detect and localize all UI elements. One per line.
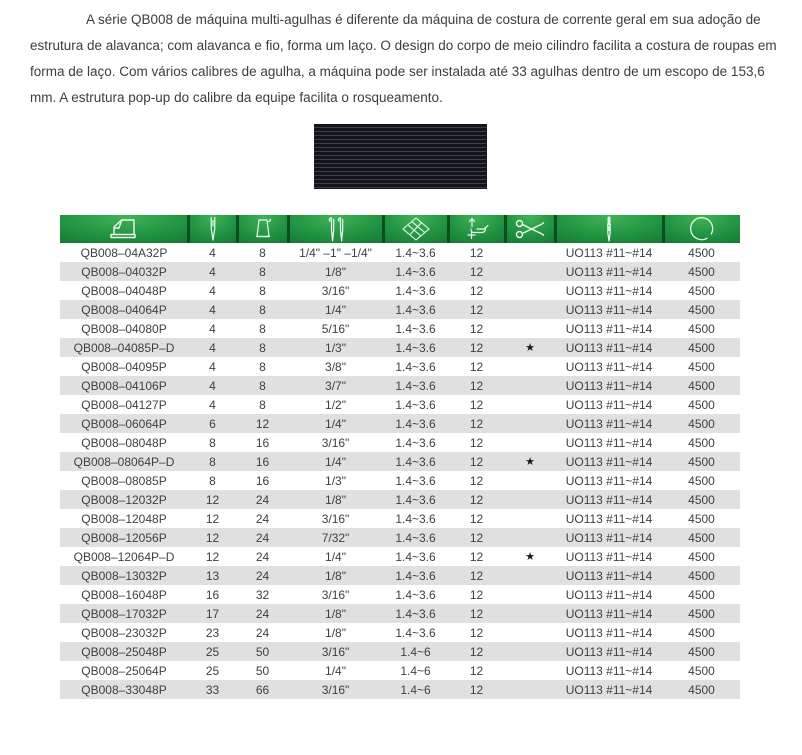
cell-stitch-length: 1.4~6 — [400, 663, 431, 678]
cell-threads: 50 — [237, 642, 288, 661]
cell-stitch-length: 1.4~3.6 — [395, 473, 436, 488]
cell-stitch-length: 1.4~3.6 — [383, 338, 448, 357]
cell-thread-trimmer — [505, 395, 555, 414]
cell-thread-trimmer — [505, 604, 555, 623]
cell-needles: 13 — [188, 566, 237, 585]
header-presser-foot — [448, 215, 505, 243]
cell-model: QB008–04095P — [81, 359, 167, 374]
cell-stitch-length: 1.4~3.6 — [383, 604, 448, 623]
cell-stitch-length: 1.4~3.6 — [383, 528, 448, 547]
cell-max-speed: 4500 — [688, 245, 715, 260]
cell-thread-trimmer — [505, 414, 555, 433]
cell-needle-gauge: 3/16" — [321, 435, 350, 450]
cell-max-speed: 4500 — [663, 262, 740, 281]
spec-table-body — [60, 243, 740, 699]
cell-stitch-length: 1.4~3.6 — [383, 566, 448, 585]
cell-model: QB008–04048P — [81, 283, 167, 298]
cell-needle-gauge: 1/4" –1" –1/4" — [299, 245, 372, 260]
table-row — [60, 262, 740, 281]
scissors-icon — [507, 217, 554, 241]
cell-presser-foot: 12 — [448, 528, 505, 547]
cell-needles: 4 — [209, 397, 216, 412]
table-row — [60, 680, 740, 699]
table-row — [60, 395, 740, 414]
cell-presser-foot: 12 — [448, 300, 505, 319]
cell-presser-foot: 12 — [469, 473, 484, 488]
cell-needle-system: UO113 #11~#14 — [565, 397, 653, 412]
cell-needles: 4 — [188, 338, 237, 357]
cell-model: QB008–17032P — [60, 604, 188, 623]
cell-needle-system: UO113 #11~#14 — [565, 245, 653, 260]
cell-threads: 8 — [259, 245, 266, 260]
cell-stitch-length: 1.4~3.6 — [383, 490, 448, 509]
cell-threads: 24 — [237, 604, 288, 623]
cell-stitch-length: 1.4~3.6 — [395, 511, 436, 526]
cell-presser-foot: 12 — [469, 511, 484, 526]
cell-needle-system: UO113 #11~#14 — [565, 435, 653, 450]
cell-presser-foot: 12 — [469, 549, 484, 564]
cell-needle-gauge: 1/8" — [288, 262, 383, 281]
cell-threads: 66 — [237, 680, 288, 699]
cell-max-speed: 4500 — [688, 359, 715, 374]
cell-max-speed: 4500 — [663, 300, 740, 319]
table-row — [60, 300, 740, 319]
cell-thread-trimmer — [505, 376, 555, 395]
table-row — [60, 547, 740, 566]
cell-needle-gauge: 1/4" — [325, 663, 346, 678]
cell-presser-foot: 12 — [469, 587, 484, 602]
cell-stitch-length: 1.4~6 — [383, 642, 448, 661]
cell-thread-trimmer: ★ — [505, 452, 555, 471]
cell-threads: 24 — [255, 549, 270, 564]
table-row — [60, 281, 740, 300]
cell-stitch-length: 1.4~3.6 — [395, 245, 436, 260]
cell-needle-gauge: 1/3" — [325, 473, 346, 488]
cell-needles: 4 — [209, 245, 216, 260]
header-scissors — [505, 215, 555, 243]
cell-max-speed: 4500 — [688, 587, 715, 602]
cell-thread-trimmer — [505, 319, 555, 338]
cell-threads: 8 — [259, 359, 266, 374]
cell-thread-trimmer — [505, 566, 555, 585]
table-row — [60, 243, 740, 262]
table-row — [60, 528, 740, 547]
table-row — [60, 471, 740, 490]
cell-needle-system: UO113 #11~#14 — [555, 528, 663, 547]
cell-thread-trimmer — [505, 433, 555, 452]
header-thread-cone — [237, 215, 288, 243]
cell-needle-gauge: 3/16" — [321, 511, 350, 526]
cell-needle-gauge: 1/8" — [288, 604, 383, 623]
cell-model: QB008–04064P — [60, 300, 188, 319]
cell-presser-foot: 12 — [448, 490, 505, 509]
twin-needles-icon — [290, 216, 382, 243]
cell-needle-gauge: 1/3" — [288, 338, 383, 357]
cell-thread-trimmer — [505, 300, 555, 319]
cell-needle-system: UO113 #11~#14 — [555, 376, 663, 395]
cell-needle-gauge: 1/4" — [288, 414, 383, 433]
table-row — [60, 319, 740, 338]
table-row — [60, 661, 740, 680]
cell-needle-gauge: 3/7" — [288, 376, 383, 395]
cell-presser-foot: 12 — [469, 625, 484, 640]
cell-presser-foot: 12 — [448, 338, 505, 357]
cell-model: QB008–23032P — [81, 625, 167, 640]
cell-needle-system: UO113 #11~#14 — [565, 283, 653, 298]
cell-max-speed: 4500 — [663, 680, 740, 699]
cell-needle-system: UO113 #11~#14 — [565, 473, 653, 488]
cell-thread-trimmer — [505, 281, 555, 300]
intro-line: forma de laço. Com vários calibres de agulha, a máquina pode ser instalada até 33 agulhas dentro de um escopo de 153,6 — [30, 64, 765, 79]
cell-needles: 12 — [188, 490, 237, 509]
cell-model: QB008–08048P — [81, 435, 167, 450]
cell-max-speed: 4500 — [663, 604, 740, 623]
table-row — [60, 566, 740, 585]
table-row — [60, 338, 740, 357]
cell-model: QB008–04032P — [60, 262, 188, 281]
cell-threads: 8 — [237, 300, 288, 319]
cell-needle-system: UO113 #11~#14 — [565, 511, 653, 526]
cell-model: QB008–04085P–D — [60, 338, 188, 357]
cell-needle-gauge: 1/4" — [325, 549, 346, 564]
cell-needle-gauge: 7/32" — [288, 528, 383, 547]
cell-needle-system: UO113 #11~#14 — [555, 490, 663, 509]
intro-line: A série QB008 de máquina multi-agulhas é diferente da máquina de costura de corrente geral em sua adoção de — [86, 12, 761, 27]
cell-stitch-length: 1.4~3.6 — [395, 321, 436, 336]
cell-needles: 16 — [205, 587, 220, 602]
intro-line: mm. A estrutura pop-up do calibre da equipe facilita o rosqueamento. — [30, 90, 443, 105]
cell-presser-foot: 12 — [469, 283, 484, 298]
cell-needles: 6 — [188, 414, 237, 433]
cell-needle-system: UO113 #11~#14 — [555, 262, 663, 281]
cell-needle-system: UO113 #11~#14 — [555, 338, 663, 357]
cell-model: QB008–12064P–D — [73, 549, 175, 564]
cell-needle-system: UO113 #11~#14 — [565, 321, 653, 336]
cell-needles: 4 — [209, 359, 216, 374]
cell-threads: 32 — [255, 587, 270, 602]
cell-needle-system: UO113 #11~#14 — [565, 549, 653, 564]
cell-threads: 8 — [259, 397, 266, 412]
cell-stitch-length: 1.4~3.6 — [395, 587, 436, 602]
cell-needles: 4 — [188, 376, 237, 395]
table-row — [60, 490, 740, 509]
cell-presser-foot: 12 — [448, 452, 505, 471]
cell-presser-foot: 12 — [448, 604, 505, 623]
cell-max-speed: 4500 — [688, 397, 715, 412]
cell-needles: 4 — [209, 321, 216, 336]
cell-needle-gauge: 1/8" — [288, 490, 383, 509]
header-needle — [188, 215, 237, 243]
cell-stitch-length: 1.4~3.6 — [395, 625, 436, 640]
cell-max-speed: 4500 — [688, 663, 715, 678]
cell-presser-foot: 12 — [448, 642, 505, 661]
cell-threads: 16 — [255, 473, 270, 488]
cell-needle-system: UO113 #11~#14 — [555, 566, 663, 585]
intro-paragraph — [30, 7, 777, 111]
cell-threads: 8 — [259, 321, 266, 336]
table-row — [60, 414, 740, 433]
cell-needles: 25 — [188, 642, 237, 661]
header-speed-dial — [663, 215, 740, 243]
cell-presser-foot: 12 — [448, 262, 505, 281]
cell-threads: 12 — [237, 414, 288, 433]
cell-needle-system: UO113 #11~#14 — [565, 663, 653, 678]
cell-needle-system: UO113 #11~#14 — [555, 642, 663, 661]
cell-presser-foot: 12 — [448, 566, 505, 585]
cell-max-speed: 4500 — [688, 511, 715, 526]
cell-model: QB008–12032P — [60, 490, 188, 509]
cell-needle-system: UO113 #11~#14 — [565, 625, 653, 640]
cell-needle-gauge: 3/16" — [321, 283, 350, 298]
cell-needles: 25 — [205, 663, 220, 678]
cell-threads: 50 — [255, 663, 270, 678]
cell-needle-system: UO113 #11~#14 — [555, 680, 663, 699]
cell-model: QB008–12048P — [81, 511, 167, 526]
cell-presser-foot: 12 — [448, 680, 505, 699]
header-stitched-fabric — [383, 215, 448, 243]
cell-needles: 8 — [209, 435, 216, 450]
cell-presser-foot: 12 — [448, 376, 505, 395]
cell-needles: 8 — [209, 473, 216, 488]
cell-stitch-length: 1.4~6 — [383, 680, 448, 699]
cell-stitch-length: 1.4~3.6 — [395, 549, 436, 564]
cell-model: QB008–06064P — [60, 414, 188, 433]
cell-model: QB008–04080P — [81, 321, 167, 336]
cell-threads: 24 — [255, 511, 270, 526]
cell-threads: 8 — [259, 283, 266, 298]
machine-needle-icon — [557, 216, 662, 243]
cell-max-speed: 4500 — [688, 283, 715, 298]
cell-presser-foot: 12 — [469, 663, 484, 678]
cell-needle-gauge: 3/8" — [325, 359, 346, 374]
cell-thread-trimmer — [505, 509, 555, 528]
cell-max-speed: 4500 — [688, 625, 715, 640]
spec-table — [60, 215, 740, 699]
cell-thread-trimmer — [505, 471, 555, 490]
cell-presser-foot: 12 — [469, 321, 484, 336]
cell-max-speed: 4500 — [663, 452, 740, 471]
table-row — [60, 642, 740, 661]
cell-needles: 12 — [188, 528, 237, 547]
cell-needle-gauge: 1/4" — [288, 452, 383, 471]
cell-stitch-length: 1.4~3.6 — [383, 262, 448, 281]
cell-max-speed: 4500 — [688, 549, 715, 564]
cell-threads: 8 — [237, 262, 288, 281]
cell-max-speed: 4500 — [663, 566, 740, 585]
cell-stitch-length: 1.4~3.6 — [395, 435, 436, 450]
cell-needles: 12 — [205, 549, 220, 564]
cell-model: QB008–25048P — [60, 642, 188, 661]
thread-cone-icon — [239, 216, 287, 242]
cell-needle-gauge: 1/2" — [325, 397, 346, 412]
cell-stitch-length: 1.4~3.6 — [383, 452, 448, 471]
table-row — [60, 604, 740, 623]
cell-max-speed: 4500 — [663, 414, 740, 433]
cell-needle-gauge: 5/16" — [321, 321, 350, 336]
cell-max-speed: 4500 — [688, 321, 715, 336]
cell-thread-trimmer — [505, 528, 555, 547]
table-row — [60, 433, 740, 452]
cell-thread-trimmer — [505, 357, 555, 376]
cell-stitch-length: 1.4~3.6 — [383, 300, 448, 319]
cell-thread-trimmer: ★ — [505, 338, 555, 357]
speed-dial-icon — [665, 215, 741, 243]
cell-threads: 8 — [237, 338, 288, 357]
cell-max-speed: 4500 — [688, 473, 715, 488]
cell-needles: 17 — [188, 604, 237, 623]
cell-thread-trimmer: ★ — [525, 551, 535, 563]
cell-needle-gauge: 1/8" — [325, 625, 346, 640]
cell-max-speed: 4500 — [663, 338, 740, 357]
cell-needle-gauge: 3/16" — [288, 680, 383, 699]
header-sewing-machine — [60, 215, 188, 243]
cell-threads: 24 — [237, 566, 288, 585]
cell-model: QB008–13032P — [60, 566, 188, 585]
cell-model: QB008–04127P — [81, 397, 167, 412]
table-row — [60, 357, 740, 376]
cell-stitch-length: 1.4~3.6 — [395, 397, 436, 412]
cell-presser-foot: 12 — [469, 435, 484, 450]
cell-model: QB008–04106P — [60, 376, 188, 395]
cell-thread-trimmer — [505, 262, 555, 281]
cell-presser-foot: 12 — [469, 245, 484, 260]
header-twin-needles — [288, 215, 383, 243]
cell-needles: 4 — [188, 300, 237, 319]
sewing-machine-icon — [60, 217, 187, 241]
intro-line: estrutura de alavanca; com alavanca e fio, forma um laço. O design do corpo de meio cilindro facilita a costura de roupas em — [30, 38, 777, 53]
table-row — [60, 509, 740, 528]
presser-foot-icon — [450, 216, 504, 242]
cell-presser-foot: 12 — [469, 359, 484, 374]
cell-threads: 8 — [237, 376, 288, 395]
cell-max-speed: 4500 — [663, 642, 740, 661]
cell-max-speed: 4500 — [663, 376, 740, 395]
table-row — [60, 452, 740, 471]
cell-thread-trimmer — [505, 623, 555, 642]
header-machine-needle — [555, 215, 663, 243]
cell-stitch-length: 1.4~3.6 — [395, 283, 436, 298]
product-image — [314, 124, 487, 189]
cell-model: QB008–25064P — [81, 663, 167, 678]
cell-needle-system: UO113 #11~#14 — [555, 414, 663, 433]
cell-needle-system: UO113 #11~#14 — [555, 604, 663, 623]
cell-needle-gauge: 1/4" — [288, 300, 383, 319]
table-row — [60, 585, 740, 604]
cell-model: QB008–33048P — [60, 680, 188, 699]
cell-threads: 24 — [237, 490, 288, 509]
cell-threads: 16 — [237, 452, 288, 471]
cell-needle-gauge: 1/8" — [288, 566, 383, 585]
cell-needles: 4 — [209, 283, 216, 298]
cell-thread-trimmer — [505, 490, 555, 509]
cell-needle-system: UO113 #11~#14 — [555, 300, 663, 319]
cell-max-speed: 4500 — [688, 435, 715, 450]
cell-model: QB008–12056P — [60, 528, 188, 547]
cell-needle-gauge: 3/16" — [321, 587, 350, 602]
cell-thread-trimmer — [505, 585, 555, 604]
cell-stitch-length: 1.4~3.6 — [383, 376, 448, 395]
cell-threads: 16 — [255, 435, 270, 450]
cell-stitch-length: 1.4~3.6 — [395, 359, 436, 374]
cell-presser-foot: 12 — [448, 414, 505, 433]
cell-thread-trimmer — [505, 680, 555, 699]
cell-model: QB008–08064P–D — [60, 452, 188, 471]
spec-table-header-row — [60, 215, 740, 243]
cell-max-speed: 4500 — [663, 528, 740, 547]
cell-model: QB008–04A32P — [80, 245, 168, 260]
cell-needles: 8 — [188, 452, 237, 471]
table-row — [60, 623, 740, 642]
cell-needles: 33 — [188, 680, 237, 699]
cell-presser-foot: 12 — [469, 397, 484, 412]
cell-needle-system: UO113 #11~#14 — [565, 359, 653, 374]
cell-needles: 12 — [205, 511, 220, 526]
cell-model: QB008–16048P — [81, 587, 167, 602]
cell-thread-trimmer — [505, 661, 555, 680]
cell-threads: 24 — [255, 625, 270, 640]
cell-needles: 23 — [205, 625, 220, 640]
table-row — [60, 376, 740, 395]
cell-thread-trimmer — [505, 243, 555, 262]
cell-needle-system: UO113 #11~#14 — [555, 452, 663, 471]
cell-model: QB008–08085P — [81, 473, 167, 488]
cell-threads: 24 — [237, 528, 288, 547]
cell-needle-gauge: 3/16" — [288, 642, 383, 661]
cell-thread-trimmer — [505, 642, 555, 661]
needle-icon — [190, 216, 236, 242]
cell-needles: 4 — [188, 262, 237, 281]
stitched-fabric-icon — [385, 216, 447, 242]
cell-needle-system: UO113 #11~#14 — [565, 587, 653, 602]
cell-max-speed: 4500 — [663, 490, 740, 509]
cell-stitch-length: 1.4~3.6 — [383, 414, 448, 433]
